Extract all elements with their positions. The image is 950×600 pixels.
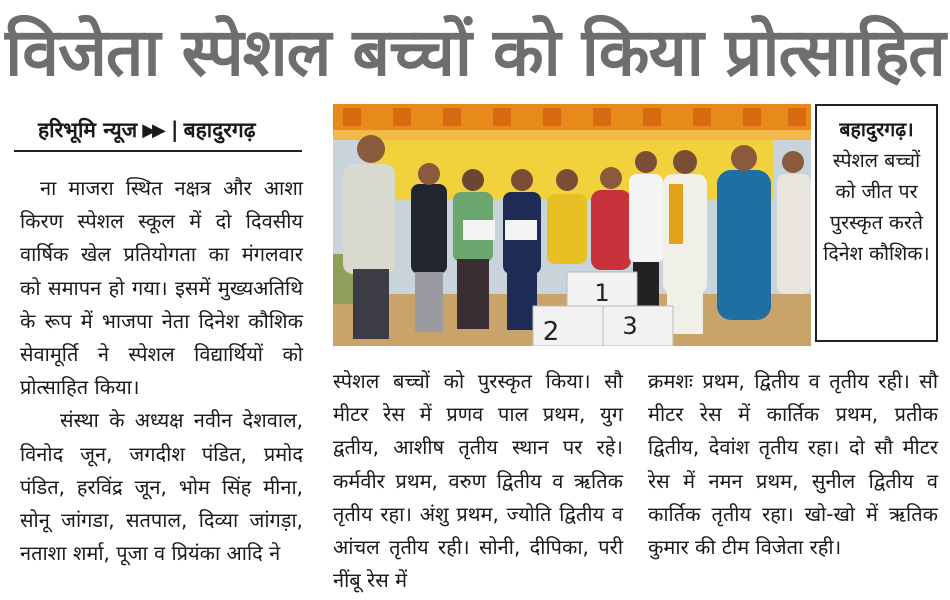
article-column-2 xyxy=(333,365,623,597)
caption-text: स्पेशल बच्चों को जीत पर पुरस्कृत करते दिनेश कौशिक। xyxy=(823,149,930,265)
photo-caption xyxy=(815,104,938,342)
article-paragraph-1: ना माजरा स्थित नक्षत्र और आशा किरण स्पेशल स्कूल में दो दिवसीय वार्षिक खेल प्रतियोगता का मंगलवार को समापन हो गया। इसमें मुख्यअतिथि के रूप में भाजपा नेता दिनेश कौशिक सेवामूर्ति ने स्पेशल विद्यार्थियों को प्रोत्साहित किया। xyxy=(20,176,303,400)
byline-rule xyxy=(14,150,302,152)
byline-source: हरिभूमि न्यूज xyxy=(38,118,138,142)
byline-arrows-icon: ▶▶ xyxy=(142,119,162,141)
article-column-3-text: क्रमशः प्रथम, द्वितीय व तृतीय रही। सौ मीटर रेस में कार्तिक प्रथम, प्रतीक द्वितीय, देवांश तृतीय रहा। दो सौ मीटर रेस में नमन प्रथम, सुनील द्वितीय व कार्तिक तृतीय रहा। खो-खो में ऋतिक कुमार की टीम विजेता रही। xyxy=(648,369,938,560)
podium-number-1: 1 xyxy=(594,279,610,307)
headline: विजेता स्पेशल बच्चों को किया प्रोत्साहित xyxy=(5,14,945,91)
podium-number-3: 3 xyxy=(622,312,638,340)
award-ceremony-photo xyxy=(333,104,811,346)
article-column-3 xyxy=(648,365,938,564)
byline-place: बहादुरगढ़ xyxy=(183,118,256,142)
article-column-2-text: स्पेशल बच्चों को पुरस्कृत किया। सौ मीटर रेस में प्रणव पाल प्रथम, युग द्वतीय, आशीष तृतीय स्थान पर रहे। कर्मवीर प्रथम, वरुण द्वितीय व ऋतिक तृतीय रहा। अंशु प्रथम, ज्योति द्वितीय व आंचल तृतीय रही। सोनी, दीपिका, परी नींबू रेस में xyxy=(333,369,623,593)
news-photo xyxy=(333,104,811,346)
podium-number-2: 2 xyxy=(542,317,560,346)
caption-place: बहादुरगढ़। xyxy=(839,118,914,141)
byline xyxy=(38,110,300,150)
article-paragraph-2: संस्था के अध्यक्ष नवीन देशवाल, विनोद जून, जगदीश पंडित, प्रमोद पंडित, हरविंद्र जून, भोम सिंह मीना, सोनू जांगडा, सतपाल, दिव्या जांगड़ा, नताशा शर्मा, पूजा व प्रियंका आदि ने xyxy=(20,408,303,566)
byline-separator: | xyxy=(170,118,179,142)
article-column-1 xyxy=(20,172,303,570)
